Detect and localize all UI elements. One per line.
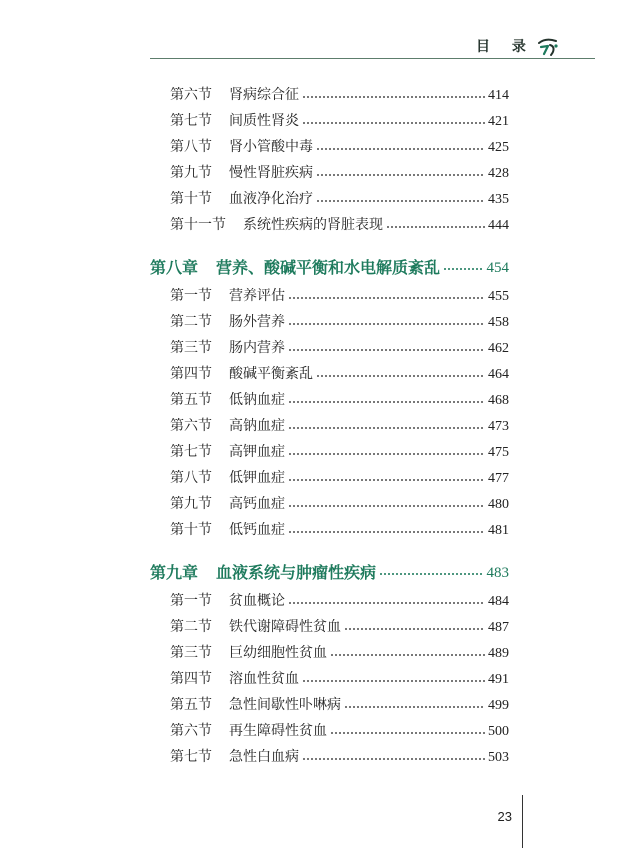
page-number: 462	[488, 341, 509, 356]
toc-chapter-heading	[150, 255, 509, 281]
toc-section-entry	[150, 336, 509, 362]
section-title: 高钾血症	[229, 445, 285, 460]
figure-ornament-icon	[536, 37, 560, 57]
toc-section-entry	[150, 667, 509, 693]
dot-leader	[316, 161, 485, 187]
section-title: 肾病综合征	[229, 88, 299, 103]
section-title: 肠内营养	[229, 341, 285, 356]
section-title: 急性间歇性卟啉病	[229, 698, 341, 713]
page-number: 475	[488, 445, 509, 460]
section-title: 系统性疾病的肾脏表现	[243, 218, 383, 233]
section-number: 第六节	[170, 419, 212, 434]
page-number: 454	[486, 260, 509, 276]
section-title: 肠外营养	[229, 315, 285, 330]
section-number: 第六节	[170, 88, 212, 103]
section-number: 第六节	[170, 724, 212, 739]
page-number: 500	[488, 724, 509, 739]
toc-section-entry	[150, 589, 509, 615]
page-number: 435	[488, 192, 509, 207]
dot-leader	[288, 310, 485, 336]
section-number: 第五节	[170, 393, 212, 408]
section-number: 第三节	[170, 646, 212, 661]
dot-leader	[386, 213, 485, 239]
section-title: 低钠血症	[229, 393, 285, 408]
section-title: 贫血概论	[229, 594, 285, 609]
page-number: 481	[488, 523, 509, 538]
toc-section-entry	[150, 187, 509, 213]
section-title: 间质性肾炎	[229, 114, 299, 129]
toc-section-entry	[150, 135, 509, 161]
section-number: 第四节	[170, 367, 212, 382]
section-title: 营养评估	[229, 289, 285, 304]
header-rule	[150, 58, 595, 59]
dot-leader	[288, 589, 485, 615]
page-number: 491	[488, 672, 509, 687]
page-number: 480	[488, 497, 509, 512]
toc-section-entry	[150, 388, 509, 414]
table-of-contents	[150, 83, 509, 771]
dot-leader	[288, 492, 485, 518]
chapter-title: 血液系统与肿瘤性疾病	[216, 563, 377, 582]
section-number: 第十节	[170, 523, 212, 538]
page-number: 425	[488, 140, 509, 155]
section-title: 铁代谢障碍性贫血	[229, 620, 341, 635]
toc-section-entry	[150, 518, 509, 544]
dot-leader	[288, 414, 485, 440]
section-number: 第三节	[170, 341, 212, 356]
section-title: 高钙血症	[229, 497, 285, 512]
dot-leader	[316, 187, 485, 213]
dot-leader	[288, 466, 485, 492]
page-number: 444	[488, 218, 509, 233]
section-title: 肾小管酸中毒	[229, 140, 313, 155]
section-number: 第十一节	[170, 218, 226, 233]
section-number: 第一节	[170, 594, 212, 609]
section-number: 第八节	[170, 471, 212, 486]
toc-section-entry	[150, 641, 509, 667]
dot-leader	[288, 440, 485, 466]
dot-leader	[344, 615, 485, 641]
section-number: 第七节	[170, 114, 212, 129]
dot-leader	[316, 362, 485, 388]
page-number: 421	[488, 114, 509, 129]
section-title: 急性白血病	[229, 750, 299, 765]
page-number: 464	[488, 367, 509, 382]
toc-section-entry	[150, 615, 509, 641]
page-number: 458	[488, 315, 509, 330]
page-number: 499	[488, 698, 509, 713]
dot-leader	[288, 284, 485, 310]
toc-section-entry	[150, 719, 509, 745]
page-number: 473	[488, 419, 509, 434]
dot-leader	[344, 693, 485, 719]
toc-section-entry	[150, 310, 509, 336]
section-title: 溶血性贫血	[229, 672, 299, 687]
toc-section-entry	[150, 83, 509, 109]
section-title: 高钠血症	[229, 419, 285, 434]
dot-leader	[288, 336, 485, 362]
toc-section-entry	[150, 213, 509, 239]
page-number: 468	[488, 393, 509, 408]
dot-leader	[302, 667, 485, 693]
page-number: 428	[488, 166, 509, 181]
dot-leader	[302, 109, 485, 135]
section-title: 血液净化治疗	[229, 192, 313, 207]
chapter-number: 第八章	[150, 258, 199, 277]
toc-section-entry	[150, 284, 509, 310]
section-number: 第七节	[170, 445, 212, 460]
section-number: 第十节	[170, 192, 212, 207]
footer-rule	[522, 795, 523, 848]
dot-leader	[379, 560, 483, 586]
page-number: 455	[488, 289, 509, 304]
page-number: 489	[488, 646, 509, 661]
toc-section-entry	[150, 693, 509, 719]
toc-section-entry	[150, 161, 509, 187]
toc-section-entry	[150, 362, 509, 388]
section-title: 巨幼细胞性贫血	[229, 646, 327, 661]
section-title: 低钾血症	[229, 471, 285, 486]
section-number: 第七节	[170, 750, 212, 765]
dot-leader	[316, 135, 485, 161]
section-number: 第五节	[170, 698, 212, 713]
page-number: 483	[486, 565, 509, 581]
toc-chapter-heading	[150, 560, 509, 586]
section-title: 再生障碍性贫血	[229, 724, 327, 739]
toc-section-entry	[150, 466, 509, 492]
chapter-number: 第九章	[150, 563, 199, 582]
page-number: 484	[488, 594, 509, 609]
footer-page-number: 23	[497, 809, 512, 824]
section-number: 第八节	[170, 140, 212, 155]
page-number: 477	[488, 471, 509, 486]
section-title: 慢性肾脏疾病	[229, 166, 313, 181]
page-number: 487	[488, 620, 509, 635]
section-number: 第四节	[170, 672, 212, 687]
toc-section-entry	[150, 414, 509, 440]
dot-leader	[288, 518, 485, 544]
dot-leader	[330, 641, 485, 667]
chapter-title: 营养、酸碱平衡和水电解质紊乱	[216, 258, 441, 277]
toc-section-entry	[150, 492, 509, 518]
header-title: 目 录	[476, 39, 526, 55]
section-number: 第一节	[170, 289, 212, 304]
dot-leader	[302, 745, 485, 771]
toc-section-entry	[150, 440, 509, 466]
toc-section-entry	[150, 745, 509, 771]
page-number: 414	[488, 88, 509, 103]
section-number: 第九节	[170, 166, 212, 181]
toc-section-entry	[150, 109, 509, 135]
section-number: 第二节	[170, 315, 212, 330]
dot-leader	[330, 719, 485, 745]
dot-leader	[288, 388, 485, 414]
section-number: 第九节	[170, 497, 212, 512]
dot-leader	[302, 83, 485, 109]
dot-leader	[443, 255, 483, 281]
section-title: 低钙血症	[229, 523, 285, 538]
section-number: 第二节	[170, 620, 212, 635]
section-title: 酸碱平衡紊乱	[229, 367, 313, 382]
page-number: 503	[488, 750, 509, 765]
